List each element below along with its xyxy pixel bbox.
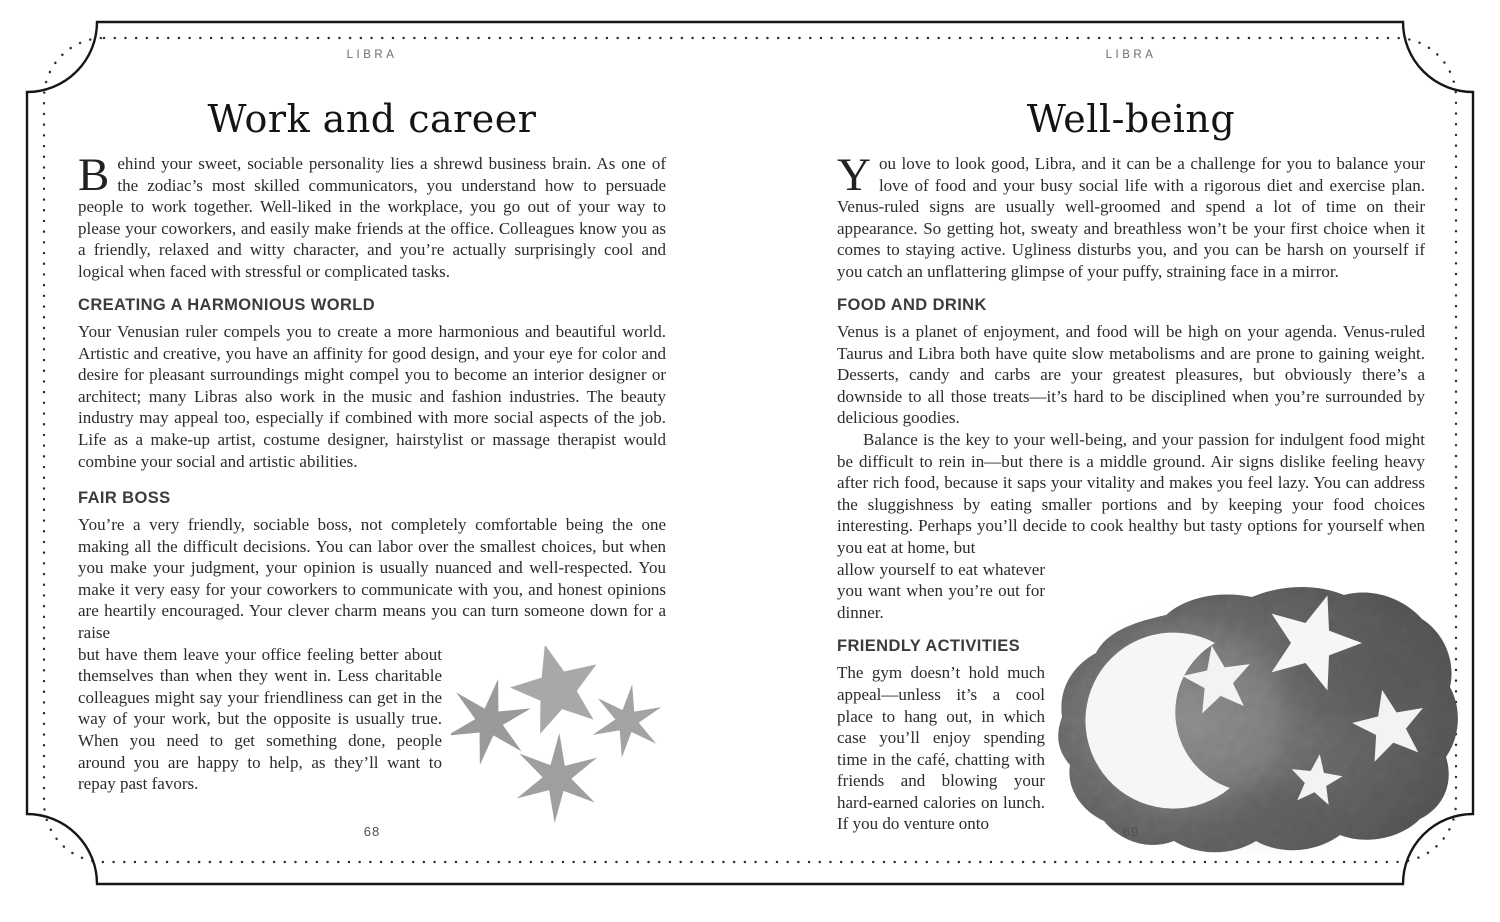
section-body: You’re a very friendly, sociable boss, not completely comfortable being the one making all the difficult decisions. You can labor over the smallest choices, but when you make your judgment, your opinion is usually nuanced and well-respected. You make it very easy for your coworkers to communicate with you, and honest opinions are heartily encouraged. Your clever charm means you can turn someone down for a raise [78, 515, 666, 642]
page-number: 68 [363, 824, 381, 839]
section-heading: FOOD AND DRINK [837, 296, 987, 314]
page-number: 69 [1122, 824, 1140, 839]
intro-text: ehind your sweet, sociable personality lies a shrewd business brain. As one of the zodiac’s most skilled communicators, you understand how to persuade people to work together. Well-liked in the workplace, you go out of your way to please your coworkers, and easily make friends at the office. Colleagues know you as a friendly, relaxed and witty character, and you’re actually surprisingly cool and logical when faced with stressful or complicated tasks. [78, 154, 666, 281]
section-fair-boss [78, 489, 666, 832]
five-point-star-icon [502, 646, 610, 738]
section-heading: CREATING A HARMONIOUS WORLD [78, 296, 376, 314]
page-title: Work and career [207, 97, 537, 141]
intro-paragraph [837, 149, 1425, 283]
running-head: LIBRA [1105, 49, 1157, 61]
intro-text: ou love to look good, Libra, and it can be a challenge for you to balance your love of food and your busy social life with a rigorous diet and exercise plan. Venus-ruled signs are usually well-groomed and spend a lot of time on their appearance. So getting hot, sweaty and breathless won’t be your first choice when it comes to staying active. Ugliness disturbs you, and you can be harsh on yourself if you catch an unflattering glimpse of your puffy, straining face in a mirror. [837, 154, 1425, 281]
section-body: The gym doesn’t hold much appeal—unless it’s a cool place to hang out, in which case you’ll enjoy spending time in the café, chatting with friends and blowing your hard-earned calories on lunch. If you do venture onto [837, 663, 1045, 834]
drop-cap: Y [837, 149, 871, 201]
six-point-star-icon [516, 731, 599, 825]
stars-illustration [454, 644, 666, 828]
section-food-and-drink [837, 296, 1425, 865]
wrap-container [78, 644, 666, 795]
section-harmonious-world [78, 296, 666, 472]
section-heading: FRIENDLY ACTIVITIES [837, 637, 1021, 656]
section-body: Your Venusian ruler compels you to create a more harmonious and beautiful world. Artistic and creative, you have an affinity for good design, and your eye for color and desire for pleasant surroundings might compel you to become an interior designer or architect; many Libras also work in the music and fashion industries. The beauty industry may appeal too, especially if combined with more social aspects of the job. Life as a make-up artist, costume designer, hairstylist or massage therapist would combine your social and artistic abilities. [78, 322, 666, 471]
section-body-wrapped: but have them leave your office feeling better about themselves than when they went in. Less charitable colleagues might say your friendliness can get in the way of your work, but the opposite is usually true. When you need to get something done, people around you are happy to help, as they’ll want to repay past favors. [78, 644, 442, 794]
left-page [78, 0, 666, 922]
right-page [837, 0, 1425, 922]
drop-cap: B [78, 149, 110, 201]
night-sky-illustration [1057, 559, 1425, 861]
section-body-wrapped: allow yourself to eat whatever you want when you’re out for dinner. [837, 559, 1045, 622]
intro-paragraph [78, 149, 666, 283]
wrap-container [837, 559, 1425, 836]
section-heading: FAIR BOSS [78, 489, 171, 507]
six-point-star-icon [590, 679, 664, 761]
page-title: Well-being [1026, 97, 1236, 141]
running-head: LIBRA [346, 49, 398, 61]
section-body: Venus is a planet of enjoyment, and food will be high on your agenda. Venus-ruled Taurus and Libra both have quite slow metabolisms and are prone to gaining weight. Desserts, candy and carbs are your greatest pleasures, but obviously there’s a downside to all those treats—it’s hard to be disciplined when you’re surrounded by delicious goodies. [837, 322, 1425, 428]
section-body-2: Balance is the key to your well-being, and your passion for indulgent food might be difficult to rein in—but there is a middle ground. Air signs dislike feeling heavy after rich food, because it saps your vitality and makes you feel lazy. You can address the sluggishness by eating smaller portions and by keeping your food choices interesting. Perhaps you’ll decide to cook healthy but tasty options for yourself when you eat at home, but [837, 429, 1425, 557]
